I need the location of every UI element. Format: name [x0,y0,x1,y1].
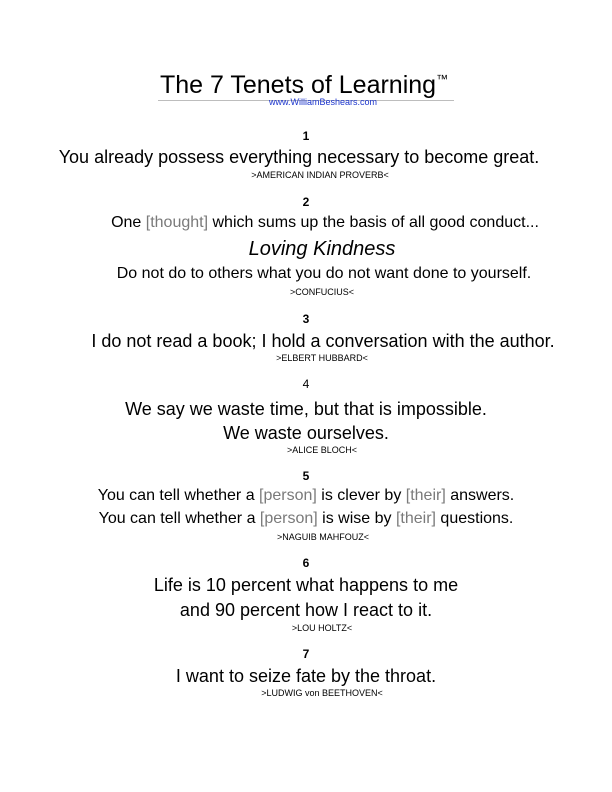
tenet-2-line-3: Do not do to others what you do not want done to yourself. [116,265,532,282]
page-title [158,64,454,101]
title-wrap [0,64,612,101]
tenet-1-quote: You already possess everything necessary to become great. [58,147,540,167]
tenet-3-author: >ELBERT HUBBARD< [276,353,368,363]
tenet-5-line-1-bracket-their: [their] [405,487,446,504]
tenet-5-line-2-c: is wise by [317,510,396,527]
tenet-2-author: >CONFUCIUS< [289,287,354,297]
tenet-7-author: >LUDWIG von BEETHOVEN< [261,688,383,698]
tenet-5-line-2 [0,509,612,529]
tenet-6-author: >LOU HOLTZ< [291,623,353,633]
tenet-5-line-1-c: is clever by [316,487,406,504]
tenet-5-line-2-e: questions. [435,510,514,527]
tenet-7-quote: I want to seize fate by the throat. [175,666,437,686]
tenet-5-line-1-bracket-person: [person] [259,487,317,504]
tenet-2-emphasis: Loving Kindness [248,238,396,260]
tenet-5-line-1-a: You can tell whether a [97,487,260,504]
tenet-1-author: >AMERICAN INDIAN PROVERB< [251,170,389,180]
tenet-2-number: 2 [302,195,310,209]
tenet-2-bracket-thought: [thought] [145,214,209,231]
tenet-1-number: 1 [302,129,310,143]
tenet-6-quote-line-2: and 90 percent how I react to it. [179,600,433,620]
title-text: The 7 Tenets of Learning [159,71,437,99]
tenet-3-number: 3 [302,312,310,326]
tenet-5-number: 5 [302,469,310,483]
tenet-6-number: 6 [302,556,310,570]
tenet-3-quote: I do not read a book; I hold a conversation with the author. [91,331,555,351]
tenet-5-author: >NAGUIB MAHFOUZ< [276,532,369,542]
tenet-7-number: 7 [302,647,310,661]
tenet-5-line-1-e: answers. [445,487,515,504]
tenet-2-line-1-pre: One [111,214,146,231]
tenet-2-line-1-post: which sums up the basis of all good conduct... [208,214,539,231]
tenet-4-quote-line-1: We say we waste time, but that is impossible. [125,399,487,419]
tenet-4-number: 4 [302,377,310,391]
tenet-4-quote-line-2: We waste ourselves. [223,423,389,443]
trademark-symbol: ™ [436,72,449,86]
tenet-5-line-2-a: You can tell whether a [98,510,260,527]
tenet-6-quote-line-1: Life is 10 percent what happens to me [153,575,459,595]
tenet-5-line-2-bracket-their: [their] [395,510,436,527]
tenet-2-line-1 [19,213,612,233]
tenet-5-line-2-bracket-person: [person] [259,510,318,527]
website-link[interactable]: www.WilliamBeshears.com [268,97,378,107]
tenet-5-line-1 [0,486,612,506]
tenet-4-author: >ALICE BLOCH< [286,445,358,455]
